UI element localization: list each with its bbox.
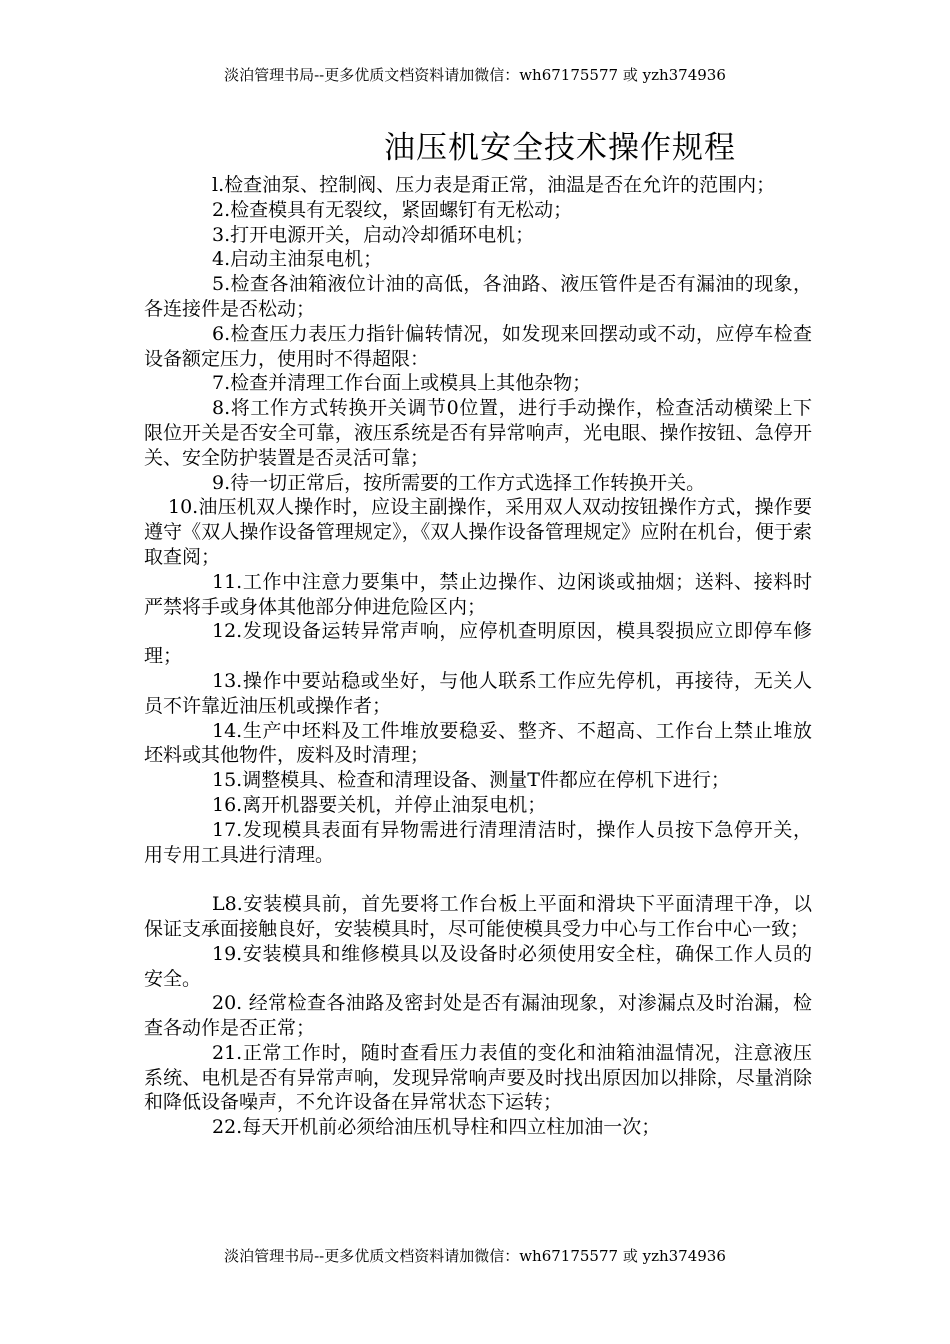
list-item-9: 9.待一切正常后，按所需要的工作方式选择工作转换开关。 (212, 471, 706, 494)
list-item-18: L8.安装模具前，首先要将工作台板上平面和滑块下平面清理干净，以保证支承面接触良好，安装模具时，尽可能使模具受力中心与工作台中心一致； (144, 893, 812, 940)
list-item-1: l.检查油泵、控制阀、压力表是甭正常，油温是否在允许的范围内； (212, 174, 776, 196)
list-item-4: 4.启动主油泵电机； (212, 248, 383, 271)
list-item-7: 7.检查并清理工作台面上或模具上其他杂物； (212, 372, 592, 395)
list-item-17: 17.发现模具表面有异物需进行清理清洁时，操作人员按下急停开关，用专用工具进行清理。 (144, 818, 812, 866)
list-item-11: 11.工作中注意力要集中，禁止边操作、边闲谈或抽烟；送料、接料时严禁将手或身体其他部分伸进危险区内； (144, 570, 812, 618)
list-item-16: 16.离开机器要关机，并停止油泵电机； (212, 793, 547, 816)
list-item-2: 2.检查模具有无裂纹，紧固螺钉有无松动； (212, 198, 573, 221)
page-footer: 淡泊管理书局--更多优质文档资料请加微信：wh67175577 或 yzh374936 (224, 1247, 726, 1265)
list-item-13: 13.操作中要站稳或坐好，与他人联系工作应先停机，再接待，无关人员不许靠近油压机或操作者； (144, 669, 812, 717)
list-item-12: 12.发现设备运转异常声响，应停机查明原因，模具裂损应立即停车修理； (144, 620, 812, 668)
list-item-19: 19.安装模具和维修模具以及设备时必须使用安全柱，确保工作人员的安全。 (144, 942, 812, 990)
paragraph-gap (144, 867, 812, 892)
list-item-14: 14.生产中坯料及工件堆放要稳妥、整齐、不超高、工作台上禁止堆放坯料或其他物件，废料及时清理； (144, 719, 812, 767)
list-item-21: 21.正常工作时，随时查看压力表值的变化和油箱油温情况，注意液压系统、电机是否有异常声响，发现异常响声要及时找出原因加以排除，尽量消除和降低设备噪声，不允许设备在异常状态下运转； (144, 1041, 812, 1114)
list-item-15: 15.调整模具、检查和清理设备、测量T件都应在停机下进行； (212, 769, 730, 792)
list-item-22: 22.每天开机前必须给油压机导柱和四立柱加油一次； (212, 1116, 661, 1139)
list-item-8: 8.将工作方式转换开关调节0位置，进行手动操作，检查活动横梁上下限位开关是否安全可靠，液压系统是否有异常响声，光电眼、操作按钮、急停开关、安全防护装置是否灵活可靠； (144, 397, 812, 469)
list-item-6: 6.检查压力表压力指针偏转情况，如发现来回摆动或不动，应停车检查设备额定压力，使用时不得超限： (144, 322, 812, 370)
list-item-20: 20. 经常检查各油路及密封处是否有漏油现象，对渗漏点及时治漏，检查各动作是否正常； (144, 992, 812, 1040)
list-item-3: 3.打开电源开关，启动冷却循环电机； (212, 223, 535, 246)
page-header: 淡泊管理书局--更多优质文档资料请加微信：wh67175577 或 yzh374936 (224, 66, 726, 84)
list-item-10: 10.油压机双人操作时，应设主副操作，采用双人双动按钮操作方式，操作要遵守《双人操作设备管理规定》，《双人操作设备管理规定》应附在机台，便于索取查阅； (144, 496, 812, 568)
page-title: 油压机安全技术操作规程 (384, 130, 736, 166)
list-item-5: 5.检查各油箱液位计油的高低，各油路、液压管件是否有漏油的现象，各连接件是否松动； (144, 273, 812, 320)
document-body (144, 173, 812, 1140)
